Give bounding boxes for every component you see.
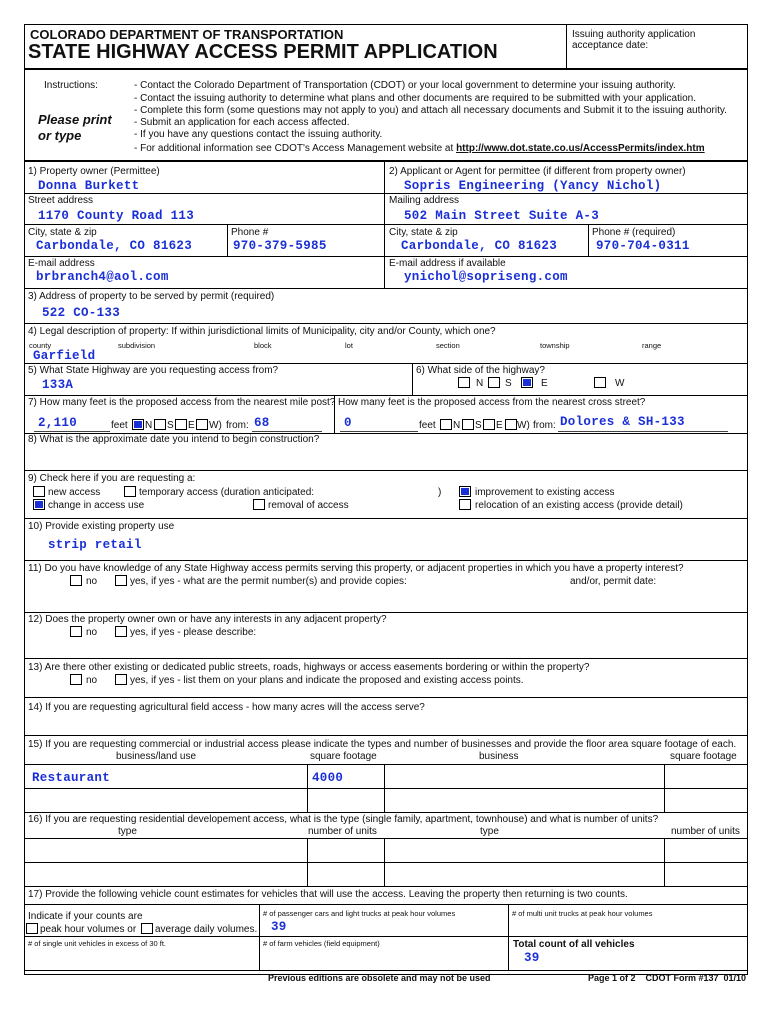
multi-unit-trucks-label: # of multi unit trucks at peak hour volumes (512, 909, 653, 918)
mp-n-checkbox[interactable] (132, 419, 144, 430)
state-highway-label: 5) What State Highway are you requesting access from? (28, 365, 279, 376)
permits-yes-label: yes, if yes - what are the permit number(s) and provide copies: (130, 576, 407, 587)
agricultural-label: 14) If you are requesting agricultural field access - how many acres will the access serve? (28, 702, 425, 713)
improvement-label: improvement to existing access (475, 487, 615, 498)
applicant-phone-label: Phone # (required) (592, 227, 676, 238)
header-divider (566, 24, 567, 68)
state-highway-value[interactable]: 133A (42, 378, 74, 392)
cross-street-feet-value[interactable]: 0 (344, 416, 352, 430)
please-print-1: Please print (38, 112, 112, 127)
col-square-footage-2: square footage (670, 751, 737, 762)
peak-hour-label: peak hour volumes or (40, 924, 137, 935)
total-count-label: Total count of all vehicles (513, 939, 635, 950)
average-daily-label: average daily volumes. (155, 924, 258, 935)
header-rule (24, 68, 748, 70)
cs-n-checkbox[interactable] (440, 419, 452, 430)
legal-description-label: 4) Legal description of property: If within jurisdictional limits of Municipality, city and/or County, which one? (28, 326, 496, 337)
commercial-label: 15) If you are requesting commercial or industrial access please indicate the types and number of businesses and provide the floor area square footage of each. (28, 739, 737, 750)
from-label-1: from: (226, 420, 249, 431)
instruction-item-website (134, 143, 705, 154)
existing-permits-label: 11) Do you have knowledge of any State Highway access permits serving this property, or adjacent properties in which you have a property interest? (28, 563, 684, 574)
applicant-phone-value[interactable]: 970-704-0311 (596, 239, 690, 253)
applicant-label: 2) Applicant or Agent for permittee (if different from property owner) (389, 166, 686, 177)
col-range: range (642, 341, 662, 350)
mp-w-checkbox[interactable] (196, 419, 208, 430)
side-s-label: S (505, 378, 512, 389)
average-daily-checkbox[interactable] (141, 923, 153, 934)
applicant-email-label: E-mail address if available (389, 258, 506, 269)
page-and-form-number: Page 1 of 2 CDOT Form #137 01/10 (588, 973, 747, 983)
cs-n-label: N (453, 420, 461, 431)
county-value[interactable]: Garfield (33, 349, 96, 363)
agency-name: COLORADO DEPARTMENT OF TRANSPORTATION (30, 27, 344, 42)
bordering-streets-label: 13) Are there other existing or dedicated public streets, roads, highways or access easements bordering or within the property? (28, 662, 590, 673)
mile-post-label: 7) How many feet is the proposed access from the nearest mile post? (28, 397, 336, 408)
request-type-label: 9) Check here if you are requesting a: (28, 473, 196, 484)
residential-label: 16) If you are requesting residential developement access, what is the type (single family, apartment, townhouse) and what is number of units? (28, 814, 659, 825)
cs-e-checkbox[interactable] (483, 419, 495, 430)
owner-phone-value[interactable]: 970-379-5985 (233, 239, 327, 253)
improvement-checkbox[interactable] (459, 486, 471, 497)
applicant-city-label: City, state & zip (389, 227, 458, 238)
feet-label-1: feet (111, 420, 128, 431)
col-units-2: number of units (671, 826, 740, 837)
owner-city-label: City, state & zip (28, 227, 97, 238)
col-subdivision: subdivision (118, 341, 156, 350)
new-access-label: new access (48, 487, 101, 498)
owner-email-value[interactable]: brbranch4@aol.com (36, 270, 169, 284)
side-w-label: W (615, 378, 625, 389)
instruction-item: - If you have any questions contact the issuing authority. (134, 129, 383, 140)
bordering-no-checkbox[interactable] (70, 674, 82, 685)
property-owner-value[interactable]: Donna Burkett (38, 179, 140, 193)
side-e-checkbox[interactable] (521, 377, 533, 388)
business-use-value[interactable]: Restaurant (32, 771, 111, 785)
property-use-value[interactable]: strip retail (48, 538, 142, 552)
property-use-label: 10) Provide existing property use (28, 521, 175, 532)
total-count-value[interactable]: 39 (524, 951, 540, 965)
owner-street-label: Street address (28, 195, 94, 206)
instruction-item: - Submit an application for each access affected. (134, 117, 350, 128)
form-title: STATE HIGHWAY ACCESS PERMIT APPLICATION (28, 41, 498, 63)
bordering-yes-label: yes, if yes - list them on your plans and indicate the proposed and existing access points. (130, 675, 524, 686)
col-business: business (479, 751, 519, 762)
vehicle-count-label: 17) Provide the following vehicle count estimates for vehicles that will use the access. Leaving the property then returning is two counts. (28, 889, 628, 900)
side-w-checkbox[interactable] (594, 377, 606, 388)
mailing-address-value[interactable]: 502 Main Street Suite A-3 (404, 209, 600, 223)
obsolete-notice: Previous editions are obsolete and may not be used (268, 973, 491, 983)
col-section: section (436, 341, 460, 350)
adjacent-yes-checkbox[interactable] (115, 626, 127, 637)
owner-email-label: E-mail address (28, 258, 95, 269)
col-type-2: type (480, 826, 499, 837)
temporary-access-checkbox[interactable] (124, 486, 136, 497)
col-type-1: type (118, 826, 137, 837)
bordering-no-label: no (86, 675, 98, 686)
adjacent-no-checkbox[interactable] (70, 626, 82, 637)
adjacent-no-label: no (86, 627, 98, 638)
property-owner-label: 1) Property owner (Permittee) (28, 166, 160, 177)
property-address-label: 3) Address of property to be served by permit (required) (28, 291, 275, 302)
instruction-item: - Contact the Colorado Department of Transportation (CDOT) or your local government to determine your issuing authority. (134, 80, 676, 91)
new-access-checkbox[interactable] (33, 486, 45, 497)
mile-post-feet-value[interactable]: 2,110 (38, 416, 78, 430)
mp-s-checkbox[interactable] (154, 419, 166, 430)
col-square-footage-1: square footage (310, 751, 377, 762)
adjacent-yes-label: yes, if yes - please describe: (130, 627, 257, 638)
mp-s-label: S (167, 420, 174, 431)
cs-w-checkbox[interactable] (505, 419, 517, 430)
owner-phone-label: Phone # (231, 227, 269, 238)
applicant-value[interactable]: Sopris Engineering (Yancy Nichol) (404, 179, 662, 193)
temporary-access-label: temporary access (duration anticipated: (139, 487, 315, 498)
col-county: county (29, 341, 52, 350)
applicant-city-value[interactable]: Carbondale, CO 81623 (401, 239, 558, 253)
owner-street-value[interactable]: 1170 County Road 113 (38, 209, 195, 223)
property-address-value[interactable]: 522 CO-133 (42, 306, 121, 320)
relocation-checkbox[interactable] (459, 499, 471, 510)
cross-street-label: How many feet is the proposed access from the nearest cross street? (338, 397, 646, 408)
single-unit-label: # of single unit vehicles in excess of 30 ft. (28, 939, 166, 948)
change-use-checkbox[interactable] (33, 499, 45, 510)
indicate-counts-label: Indicate if your counts are (28, 911, 143, 922)
please-print-2: or type (38, 128, 82, 143)
instruction-item: - Complete this form (some questions may not apply to you) and attach all necessary documents and Submit it to the issuing authority. (134, 105, 727, 116)
bordering-yes-checkbox[interactable] (115, 674, 127, 685)
applicant-email-value[interactable]: ynichol@sopriseng.com (404, 270, 568, 284)
adjacent-property-label: 12) Does the property owner own or have any interests in any adjacent property? (28, 614, 387, 625)
passenger-cars-label: # of passenger cars and light trucks at peak hour volumes (263, 909, 456, 918)
relocation-label: relocation of an existing access (provide detail) (475, 500, 683, 511)
peak-hour-checkbox[interactable] (26, 923, 38, 934)
col-township: township (540, 341, 570, 350)
instruction-item-text: - For additional information see CDOT's Access Management website at (134, 143, 457, 154)
removal-checkbox[interactable] (253, 499, 265, 510)
farm-vehicles-label: # of farm vehicles (field equipment) (263, 939, 380, 948)
side-n-checkbox[interactable] (458, 377, 470, 388)
cs-s-checkbox[interactable] (462, 419, 474, 430)
side-e-label: E (541, 378, 548, 389)
side-s-checkbox[interactable] (488, 377, 500, 388)
col-units-1: number of units (308, 826, 377, 837)
instruction-item: - Contact the issuing authority to determine what plans and other documents are required to be submitted with your application. (134, 93, 696, 104)
cdot-website-link[interactable]: http://www.dot.state.co.us/AccessPermits/index.htm (456, 143, 705, 154)
from-label-2: from: (533, 420, 556, 431)
permits-no-checkbox[interactable] (70, 575, 82, 586)
cs-s-label: S (475, 420, 482, 431)
owner-city-value[interactable]: Carbondale, CO 81623 (36, 239, 193, 253)
temporary-close-paren: ) (438, 487, 442, 498)
permits-no-label: no (86, 576, 98, 587)
construction-date-label: 8) What is the approximate date you intend to begin construction? (28, 434, 320, 445)
mp-e-label: E (188, 420, 195, 431)
change-use-label: change in access use (48, 500, 145, 511)
square-footage-value[interactable]: 4000 (312, 771, 344, 785)
mp-e-checkbox[interactable] (175, 419, 187, 430)
cross-street-value[interactable]: Dolores & SH-133 (560, 415, 685, 429)
issuing-authority-label-1: Issuing authority application (572, 29, 696, 40)
feet-label-2: feet (419, 420, 436, 431)
issuing-authority-label-2: acceptance date: (572, 40, 649, 51)
col-business-land-use: business/land use (116, 751, 197, 762)
col-block: block (254, 341, 272, 350)
side-n-label: N (476, 378, 484, 389)
permits-yes-checkbox[interactable] (115, 575, 127, 586)
col-lot: lot (345, 341, 353, 350)
permit-date-label: and/or, permit date: (570, 576, 657, 587)
mp-n-label: N (145, 420, 153, 431)
removal-label: removal of access (268, 500, 349, 511)
mailing-address-label: Mailing address (389, 195, 460, 206)
mp-w-label: W) (209, 420, 222, 431)
cs-w-label: W) (517, 420, 530, 431)
instructions-rule (24, 160, 748, 162)
cs-e-label: E (496, 420, 503, 431)
passenger-cars-value[interactable]: 39 (271, 920, 287, 934)
highway-side-label: 6) What side of the highway? (416, 365, 545, 376)
mile-post-value[interactable]: 68 (254, 416, 270, 430)
instructions-label: Instructions: (44, 80, 98, 91)
